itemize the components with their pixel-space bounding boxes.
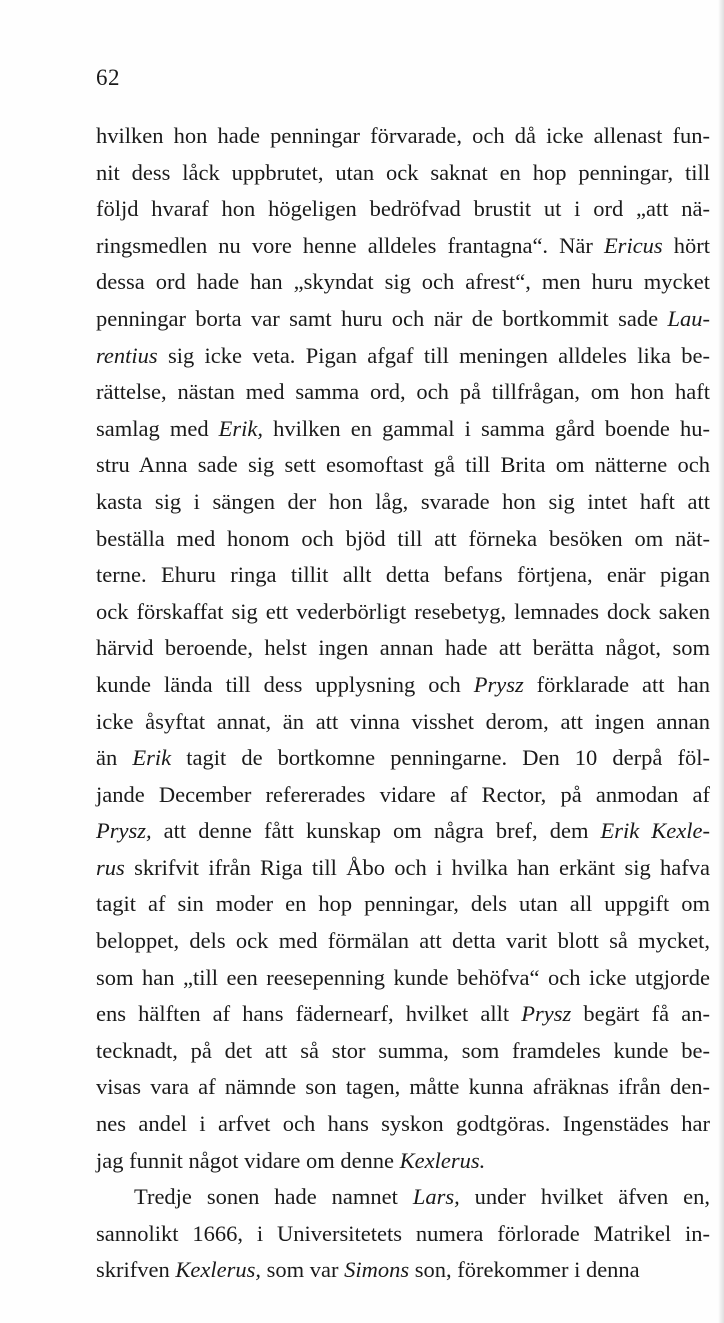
text-segment: dessa ord hade han „skyndat sig och afrest“, men huru mycket (96, 269, 710, 295)
text-segment: skrifvit ifrån Riga till Åbo och i hvilka han erkänt sig hafva (124, 854, 710, 880)
italic-text: Kexlerus. (399, 1147, 486, 1173)
text-line (96, 557, 710, 594)
text-line (96, 630, 710, 667)
text-line (96, 484, 710, 521)
text-line (96, 1216, 710, 1253)
text-segment: samlag med (96, 415, 219, 441)
text-line (96, 1106, 710, 1143)
text-segment: penningar borta var samt huru och när de bortkommit sade (96, 305, 668, 331)
text-segment: som han „till een reesepenning kunde behöfva“ och icke utgjorde (96, 964, 710, 990)
body-text (96, 118, 710, 1289)
text-segment: terne. Ehuru ringa tillit allt detta befans förtjena, enär pigan (96, 562, 710, 588)
text-segment: skrifven (96, 1257, 176, 1283)
text-line (96, 777, 710, 814)
text-segment: förklarade att han (523, 671, 710, 697)
italic-text: Lau- (667, 305, 710, 331)
italic-text: Prysz (521, 1001, 572, 1027)
italic-text: Erik, (218, 415, 264, 441)
text-segment: nes andel i arfvet och hans syskon godtgöras. Ingenstädes har (96, 1111, 710, 1137)
text-line (96, 704, 710, 741)
text-segment: stru Anna sade sig sett esomoftast gå till Brita om nätterne och (96, 452, 710, 478)
text-line (96, 338, 710, 375)
text-segment: rättelse, nästan med samma ord, och på tillfrågan, om hon haft (96, 379, 710, 405)
text-segment: ringsmedlen nu vore henne alldeles frantagna“. När (96, 232, 604, 258)
text-segment: son, förekommer i denna (409, 1257, 640, 1283)
text-segment: jande December refererades vidare af Rector, på anmodan af (96, 781, 710, 807)
text-segment: tagit de bortkomne penningarne. Den 10 derpå föl- (171, 745, 710, 771)
text-segment: att denne fått kunskap om några bref, dem (151, 818, 601, 844)
text-segment: följd hvaraf hon högeligen bedröfvad brustit ut i ord „att nä- (96, 196, 710, 222)
page-number: 62 (96, 65, 120, 90)
text-segment: visas vara af nämnde son tagen, måtte kunna afräknas ifrån den- (96, 1074, 710, 1100)
text-segment: ock förskaffat sig ett vederbörligt resebetyg, lemnades dock saken (96, 598, 710, 624)
text-line (96, 1069, 710, 1106)
italic-text: Prysz (473, 671, 524, 697)
text-line (96, 521, 710, 558)
text-segment: nit dess låck uppbrutet, utan ock saknat en hop penningar, till (96, 159, 710, 185)
italic-text: Lars, (412, 1184, 460, 1210)
text-segment: ens hälften af hans fädernearf, hvilket allt (96, 1001, 522, 1027)
text-line (96, 1143, 710, 1180)
text-segment: begärt få an- (571, 1001, 710, 1027)
text-segment: hvilken hon hade penningar förvarade, och då icke allenast fun- (96, 123, 710, 148)
text-segment: beloppet, dels ock med förmälan att detta varit blott så mycket, (96, 928, 710, 954)
text-line (96, 118, 710, 155)
text-line (96, 1179, 710, 1216)
text-line (96, 886, 710, 923)
text-line (96, 1252, 710, 1289)
text-line (96, 301, 710, 338)
text-segment: härvid beroende, helst ingen annan hade att berätta något, som (96, 635, 710, 661)
text-segment: hvilken en gammal i samma gård boende hu- (263, 415, 710, 441)
italic-text: rus (96, 854, 125, 880)
text-segment: beställa med honom och bjöd till att förneka besöken om nät- (96, 525, 710, 551)
italic-text: Simons (344, 1257, 410, 1283)
text-segment: hört (662, 232, 711, 258)
text-line (96, 923, 710, 960)
text-segment: under hvilket äfven en, (459, 1184, 710, 1210)
text-line (96, 850, 710, 887)
italic-text: Erik (132, 745, 172, 771)
text-line (96, 228, 710, 265)
text-line (96, 960, 710, 997)
text-line (96, 996, 710, 1033)
text-line (96, 374, 710, 411)
text-line (96, 264, 710, 301)
italic-text: Kexlerus, (175, 1257, 261, 1283)
text-line (96, 191, 710, 228)
text-line (96, 1033, 710, 1070)
text-line (96, 813, 710, 850)
italic-text: Ericus (603, 232, 663, 258)
page-edge-shadow (718, 0, 724, 1323)
text-segment: tecknadt, på det att så stor summa, som framdeles kunde be- (96, 1037, 710, 1063)
text-segment: kunde lända till dess upplysning och (96, 671, 474, 697)
italic-text: rentius (96, 342, 158, 368)
text-segment: som var (260, 1257, 345, 1283)
text-line (96, 447, 710, 484)
text-segment: sannolikt 1666, i Universitetets numera förlorade Matrikel in- (96, 1220, 710, 1246)
text-segment: jag funnit något vidare om denne (96, 1147, 400, 1173)
text-line (96, 740, 710, 777)
text-segment: icke åsyftat annat, än att vinna visshet derom, att ingen annan (96, 708, 710, 734)
text-segment: kasta sig i sängen der hon låg, svarade hon sig intet haft att (96, 488, 710, 514)
text-line (96, 155, 710, 192)
text-line (96, 411, 710, 448)
text-segment: Tredje sonen hade namnet (134, 1184, 413, 1210)
italic-text: Erik Kexle- (600, 818, 710, 844)
italic-text: Prysz, (96, 818, 152, 844)
text-segment: tagit af sin moder en hop penningar, dels utan all uppgift om (96, 891, 710, 917)
text-segment: sig icke veta. Pigan afgaf till meningen alldeles lika be- (157, 342, 710, 368)
text-line (96, 667, 710, 704)
text-segment: än (96, 745, 133, 771)
text-line (96, 594, 710, 631)
